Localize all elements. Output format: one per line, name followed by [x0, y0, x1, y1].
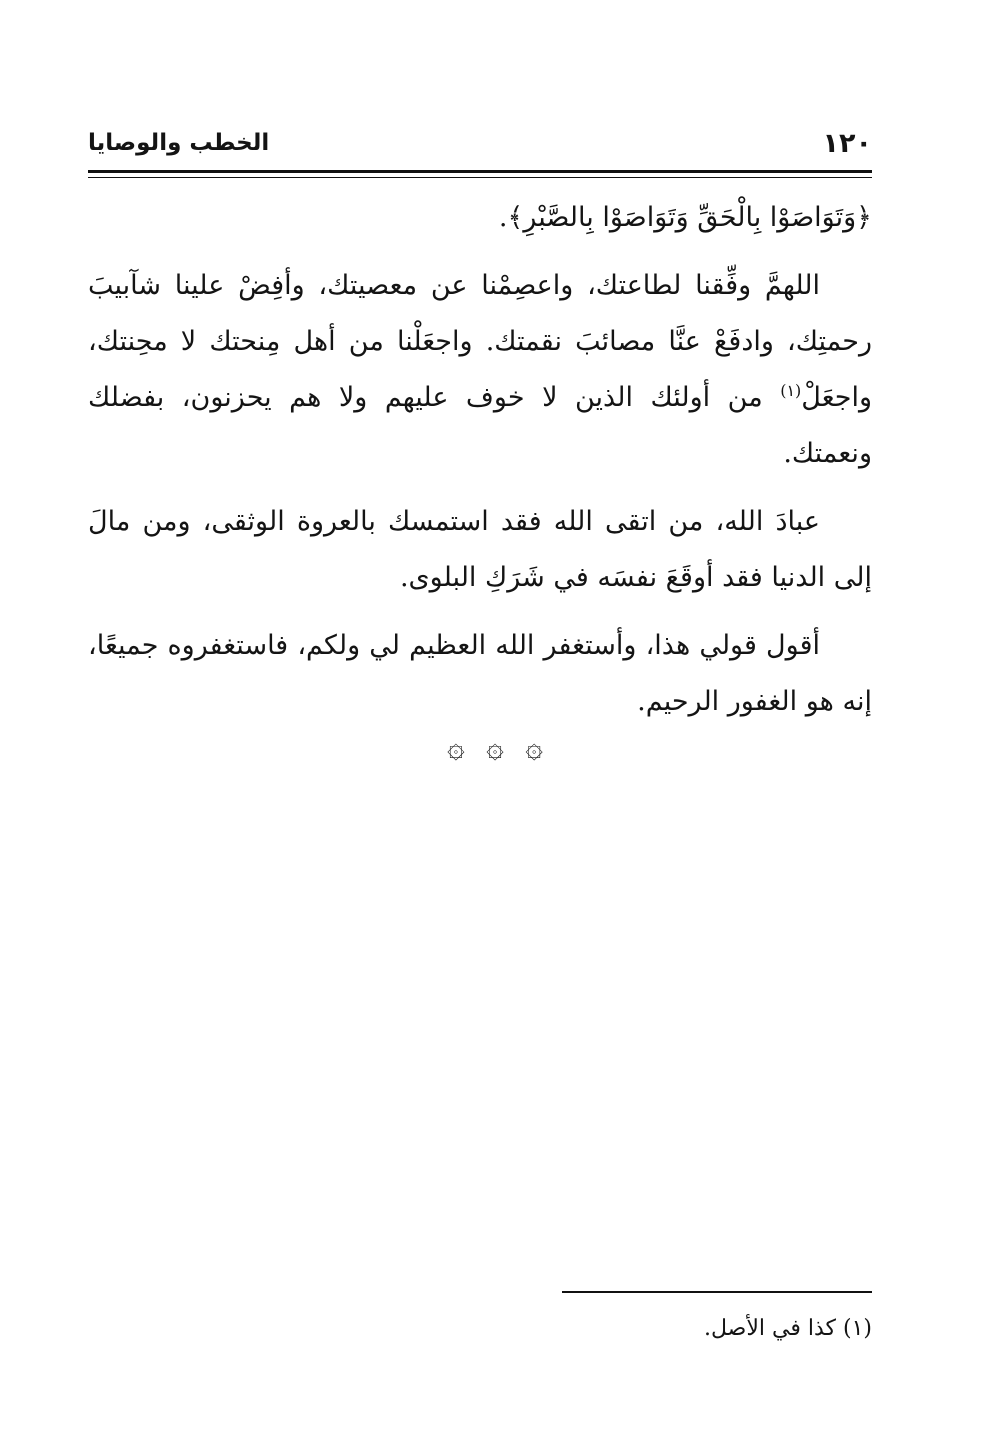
page-header — [88, 128, 872, 168]
paragraph-supplication-part2: من أولئك الذين لا خوف عليهم ولا هم يحزنون، بفضلك ونعمتك. — [88, 382, 872, 469]
ornament-icon: ۞ — [447, 730, 465, 765]
header-rule-thin — [88, 177, 872, 178]
paragraph-closing: أقول قولي هذا، وأستغفر الله العظيم لي ولكم، فاستغفروه جميعًا، إنه هو الغفور الرحيم. — [88, 630, 872, 717]
paragraph-exhortation: عبادَ الله، من اتقى الله فقد استمسك بالعروة الوثقى، ومن مالَ إلى الدنيا فقد أوقَعَ نفسَه في شَرَكِ البلوى. — [88, 506, 872, 593]
quran-verse: ﴿وَتَوَاصَوْا بِالْحَقِّ وَتَوَاصَوْا بِالصَّبْرِ﴾. — [498, 202, 872, 233]
header-rule-thick — [88, 170, 872, 173]
footnote-reference[interactable]: (١) — [780, 381, 802, 400]
paragraph-supplication — [88, 258, 872, 482]
ornament-icon: ۞ — [486, 730, 504, 765]
section-ornaments — [0, 730, 990, 765]
running-title: الخطب والوصايا — [88, 130, 270, 156]
footnote-rule — [562, 1291, 872, 1293]
page-number: ١٢٠ — [822, 128, 872, 159]
footnote: (١) كذا في الأصل. — [704, 1316, 872, 1341]
paragraph-supplication-part1: اللهمَّ وفِّقنا لطاعتك، واعصِمْنا عن معصيتك، وأفِضْ علينا شآبيبَ رحمتِك، وادفَعْ عنَّا مصائبَ نقمتك. واجعَلْنا من أهل مِنحتك لا محِنتك، واجعَلْ — [88, 270, 872, 413]
body-text — [88, 190, 872, 742]
ornament-icon: ۞ — [525, 730, 543, 765]
